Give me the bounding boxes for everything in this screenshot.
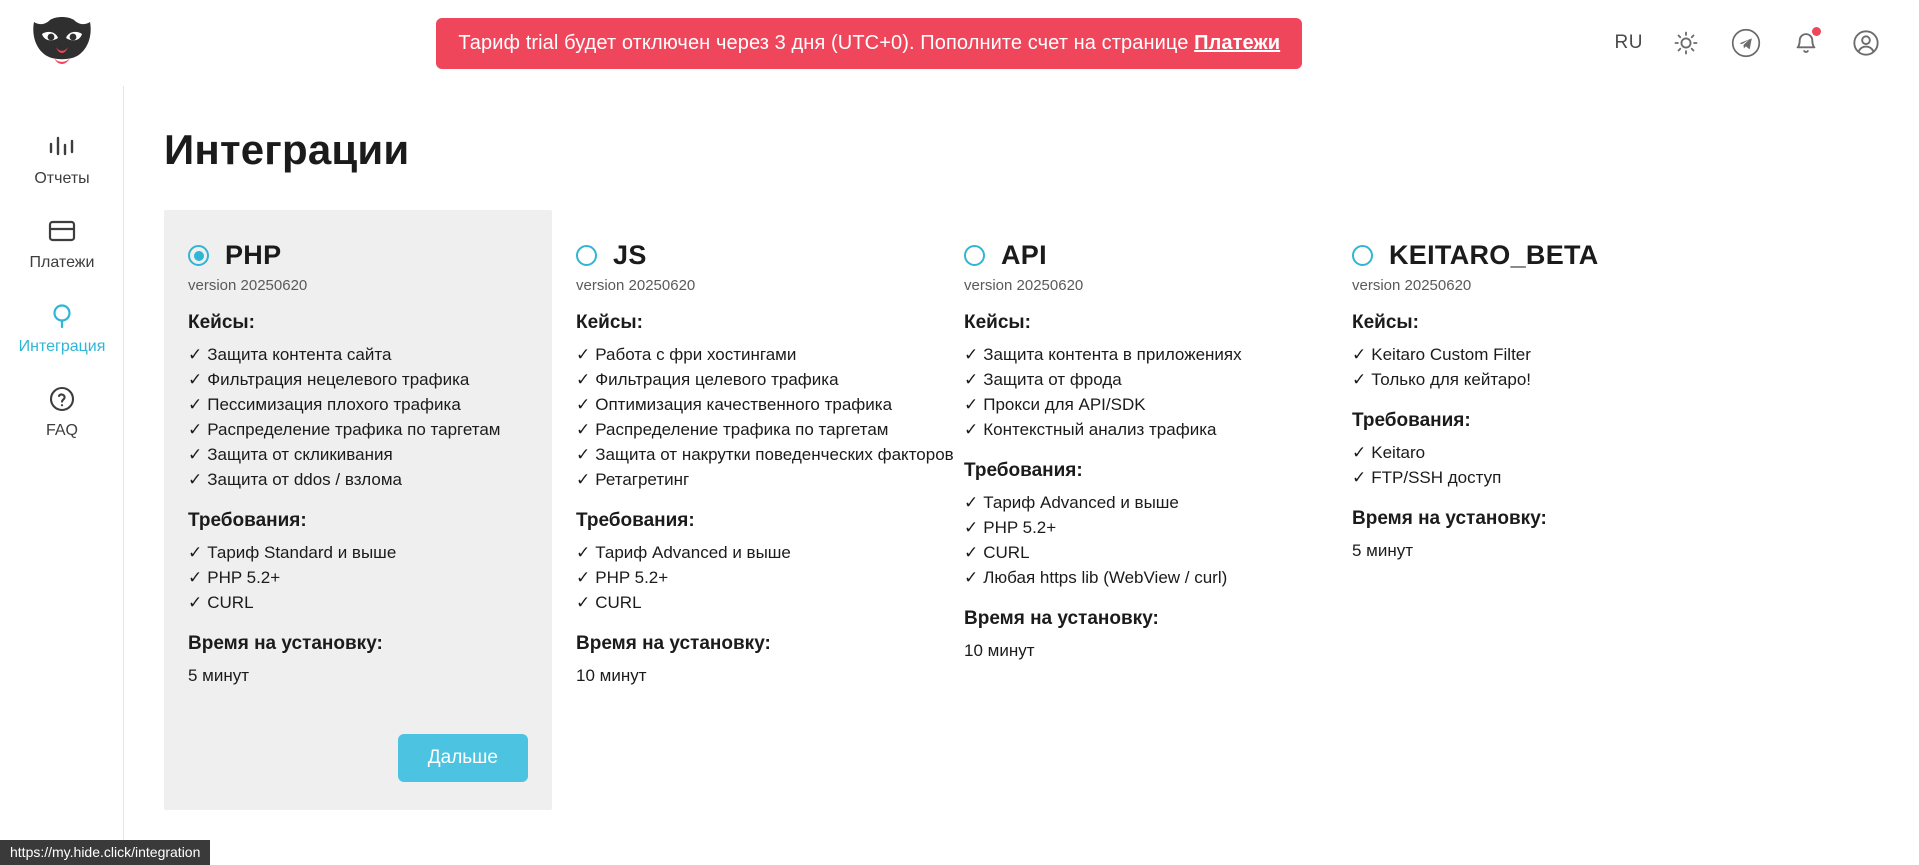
card-header[interactable] — [188, 240, 528, 271]
requirement-text: CURL — [207, 593, 254, 612]
card-header[interactable] — [964, 240, 1304, 271]
requirement-text: PHP 5.2+ — [983, 518, 1057, 537]
radio-php[interactable] — [188, 245, 209, 266]
time-title-keitaro-beta: Время на установку: — [1352, 508, 1547, 529]
case-item: ✓ Работа с фри хостингами — [576, 345, 797, 364]
time-title-api: Время на установку: — [964, 608, 1159, 629]
case-text: Ретагретинг — [595, 470, 690, 489]
card-header[interactable] — [1352, 240, 1692, 271]
theme-toggle-button[interactable] — [1669, 26, 1703, 60]
requirement-text: Любая https lib (WebView / curl) — [983, 568, 1228, 587]
main-content — [124, 86, 1919, 865]
trial-alert-wrapper — [124, 18, 1615, 69]
sidebar-item-integration[interactable] — [0, 286, 124, 370]
logo[interactable] — [0, 0, 124, 86]
requirement-text: CURL — [983, 543, 1030, 562]
time-title-js: Время на установку: — [576, 633, 771, 654]
next-button[interactable]: Дальше — [398, 734, 528, 782]
case-item: ✓ Защита от скликивания — [188, 445, 393, 464]
cases-title-keitaro-beta: Кейсы: — [1352, 312, 1419, 333]
cases-title-api: Кейсы: — [964, 312, 1031, 333]
case-text: Распределение трафика по таргетам — [207, 420, 501, 439]
sidebar-item-payments[interactable] — [0, 202, 124, 286]
card-version-js: version 20250620 — [576, 277, 696, 294]
time-value-php: 5 минут — [188, 666, 250, 685]
case-item: ✓ Защита от фрода — [964, 370, 1122, 389]
requirement-item: ✓ CURL — [188, 593, 254, 612]
requirement-item: ✓ Keitaro — [1352, 443, 1426, 462]
sidebar-item-integration-label: Интеграция — [18, 338, 106, 355]
account-button[interactable] — [1849, 26, 1883, 60]
user-circle-icon — [1852, 29, 1880, 57]
requirements-title-api: Требования: — [964, 460, 1083, 481]
case-item: ✓ Фильтрация нецелевого трафика — [188, 370, 470, 389]
integration-card-api[interactable] — [940, 210, 1328, 810]
requirement-text: Тариф Advanced и выше — [983, 493, 1179, 512]
requirements-title-php: Требования: — [188, 510, 307, 531]
integration-icon — [0, 298, 124, 332]
card-title-api: API — [1001, 240, 1047, 270]
case-text: Защита от фрода — [983, 370, 1122, 389]
requirement-item: ✓ Тариф Standard и выше — [188, 543, 397, 562]
case-text: Keitaro Custom Filter — [1371, 345, 1531, 364]
card-title-php: PHP — [225, 240, 282, 270]
case-text: Защита от скликивания — [207, 445, 393, 464]
requirement-item: ✓ FTP/SSH доступ — [1352, 468, 1502, 487]
sidebar-item-payments-label: Платежи — [29, 254, 95, 271]
requirement-text: FTP/SSH доступ — [1371, 468, 1502, 487]
radio-api[interactable] — [964, 245, 985, 266]
case-text: Контекстный анализ трафика — [983, 420, 1217, 439]
case-item: ✓ Распределение трафика по таргетам — [576, 420, 889, 439]
question-circle-icon — [0, 382, 124, 416]
card-version-php: version 20250620 — [188, 277, 308, 294]
case-item: ✓ Только для кейтаро! — [1352, 370, 1531, 389]
requirement-text: PHP 5.2+ — [207, 568, 281, 587]
case-item: ✓ Защита контента сайта — [188, 345, 392, 364]
radio-keitaro-beta[interactable] — [1352, 245, 1373, 266]
payments-link[interactable]: Платежи — [1194, 31, 1281, 54]
raccoon-logo-icon — [30, 16, 94, 70]
requirement-text: Keitaro — [1371, 443, 1426, 462]
case-item: ✓ Прокси для API/SDK — [964, 395, 1146, 414]
requirement-item: ✓ PHP 5.2+ — [964, 518, 1057, 537]
sidebar-item-reports[interactable] — [0, 118, 124, 202]
top-bar — [0, 0, 1919, 86]
case-text: Оптимизация качественного трафика — [595, 395, 893, 414]
integration-card-list — [164, 210, 1919, 810]
trial-alert — [436, 18, 1302, 69]
requirement-text: Тариф Standard и выше — [207, 543, 397, 562]
card-version-api: version 20250620 — [964, 277, 1084, 294]
bar-chart-icon — [0, 130, 124, 164]
requirement-item: ✓ Тариф Advanced и выше — [964, 493, 1179, 512]
top-actions — [1615, 26, 1919, 60]
notification-badge — [1812, 27, 1821, 36]
cases-title-php: Кейсы: — [188, 312, 255, 333]
sidebar-item-reports-label: Отчеты — [34, 170, 90, 187]
requirement-item: ✓ CURL — [576, 593, 642, 612]
requirement-item: ✓ Любая https lib (WebView / curl) — [964, 568, 1228, 587]
requirements-title-keitaro-beta: Требования: — [1352, 410, 1471, 431]
requirement-item: ✓ Тариф Advanced и выше — [576, 543, 791, 562]
time-title-php: Время на установку: — [188, 633, 383, 654]
case-item: ✓ Ретагретинг — [576, 470, 690, 489]
integration-card-keitaro-beta[interactable] — [1328, 210, 1716, 810]
case-item: ✓ Пессимизация плохого трафика — [188, 395, 461, 414]
integration-card-php[interactable] — [164, 210, 552, 810]
time-value-js: 10 минут — [576, 666, 647, 685]
case-text: Распределение трафика по таргетам — [595, 420, 889, 439]
requirement-text: CURL — [595, 593, 642, 612]
case-item: ✓ Оптимизация качественного трафика — [576, 395, 893, 414]
case-text: Только для кейтаро! — [1371, 370, 1531, 389]
requirement-text: Тариф Advanced и выше — [595, 543, 791, 562]
case-text: Защита от накрутки поведенческих факторов — [595, 445, 954, 464]
radio-js[interactable] — [576, 245, 597, 266]
telegram-button[interactable] — [1729, 26, 1763, 60]
integration-card-js[interactable] — [552, 210, 954, 810]
requirement-item: ✓ PHP 5.2+ — [576, 568, 669, 587]
cases-title-js: Кейсы: — [576, 312, 643, 333]
trial-alert-text: Тариф trial будет отключен через 3 дня (UTC+0). Пополните счет на странице — [458, 31, 1195, 54]
case-item: ✓ Распределение трафика по таргетам — [188, 420, 501, 439]
card-header[interactable] — [576, 240, 916, 271]
language-switcher[interactable]: RU — [1614, 32, 1643, 53]
case-item: ✓ Контекстный анализ трафика — [964, 420, 1217, 439]
card-title-keitaro-beta: KEITARO_BETA — [1389, 240, 1599, 270]
sidebar-item-faq[interactable] — [0, 370, 124, 454]
case-item: ✓ Keitaro Custom Filter — [1352, 345, 1531, 364]
telegram-icon — [1731, 28, 1761, 58]
case-item: ✓ Защита от накрутки поведенческих факторов — [576, 445, 954, 464]
requirement-item: ✓ CURL — [964, 543, 1030, 562]
requirements-title-js: Требования: — [576, 510, 695, 531]
case-text: Фильтрация нецелевого трафика — [207, 370, 470, 389]
sun-icon — [1673, 30, 1699, 56]
case-text: Пессимизация плохого трафика — [207, 395, 461, 414]
case-item: ✓ Фильтрация целевого трафика — [576, 370, 839, 389]
card-title-js: JS — [613, 240, 647, 270]
requirement-text: PHP 5.2+ — [595, 568, 669, 587]
time-value-api: 10 минут — [964, 641, 1035, 660]
sidebar — [0, 86, 124, 865]
case-text: Прокси для API/SDK — [983, 395, 1146, 414]
case-text: Защита от ddos / взлома — [207, 470, 403, 489]
case-text: Фильтрация целевого трафика — [595, 370, 839, 389]
page-title: Интеграции — [164, 126, 410, 173]
requirement-item: ✓ PHP 5.2+ — [188, 568, 281, 587]
status-bar-url: https://my.hide.click/integration — [0, 840, 210, 865]
case-text: Защита контента сайта — [207, 345, 392, 364]
card-icon — [0, 214, 124, 248]
case-text: Работа с фри хостингами — [595, 345, 797, 364]
case-text: Защита контента в приложениях — [983, 345, 1242, 364]
case-item: ✓ Защита контента в приложениях — [964, 345, 1242, 364]
sidebar-item-faq-label: FAQ — [45, 422, 78, 439]
time-value-keitaro-beta: 5 минут — [1352, 541, 1414, 560]
case-item: ✓ Защита от ddos / взлома — [188, 470, 403, 489]
notifications-button[interactable] — [1789, 26, 1823, 60]
card-version-keitaro-beta: version 20250620 — [1352, 277, 1472, 294]
